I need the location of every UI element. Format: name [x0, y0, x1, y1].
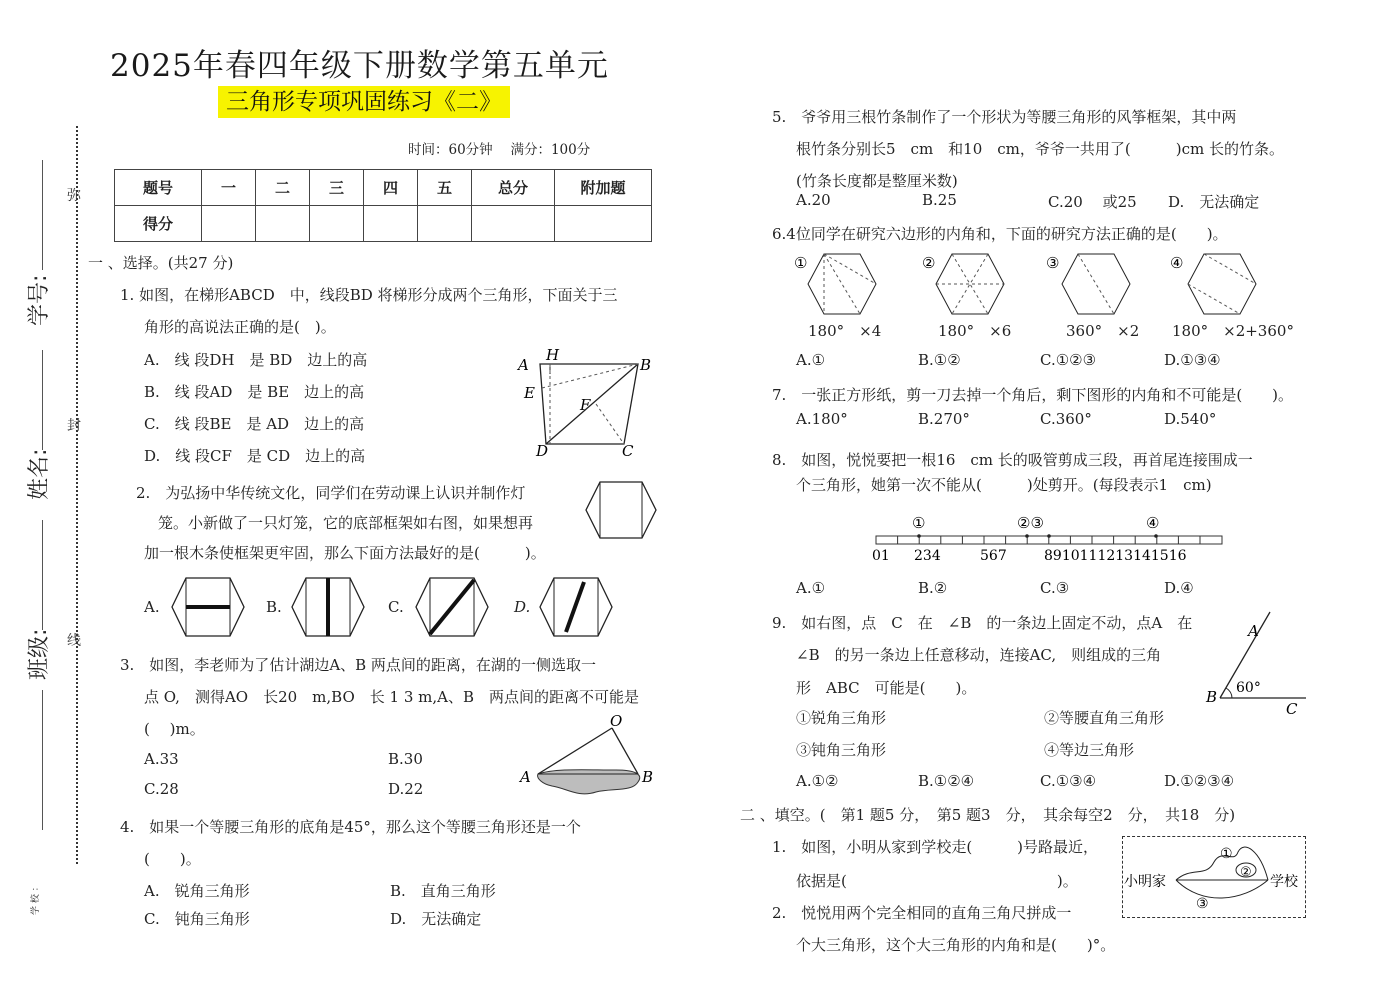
s2-q2-text: 2. 悦悦用两个完全相同的直角三角尺拼成一 [772, 904, 1072, 922]
label-B: B [1206, 688, 1218, 706]
school-label: 学校 [1270, 874, 1298, 890]
method-1-number: ① [794, 254, 808, 272]
s2-q1-text: 1. 如图，小明从家到学校走( )号路最近， [772, 838, 1099, 856]
q9-item: ③钝角三角形 [796, 741, 887, 759]
q2-text: 加一根木条使框架更牢固，那么下面方法最好的是( )。 [144, 544, 546, 562]
q2-option-label[interactable]: D. [514, 598, 531, 616]
section2-title: 二 、填空。( 第1 题5 分， 第5 题3 分， 其余每空2 分， 共18 分) [740, 806, 1236, 824]
binding-underline [42, 520, 43, 630]
score-header-cell: 附加题 [555, 170, 652, 206]
label-B: B [642, 768, 654, 786]
q9-option[interactable]: A.①② [796, 772, 839, 790]
ruler-numbers: 234 [914, 548, 941, 564]
q7-option[interactable]: B.270° [918, 410, 970, 428]
q7-option[interactable]: D.540° [1164, 410, 1217, 428]
binding-xian-label: 线 [67, 633, 81, 649]
q4-option[interactable]: B. 直角三角形 [390, 882, 496, 900]
q5-option[interactable]: D. 无法确定 [1168, 193, 1260, 211]
s2-q1-text: 依据是( )。 [796, 872, 1078, 890]
q2-option-d-figure[interactable] [538, 576, 614, 638]
trapezoid-figure [512, 344, 662, 460]
method-4-number: ④ [1170, 254, 1184, 272]
binding-underline [42, 690, 43, 830]
q6-option[interactable]: C.①②③ [1040, 351, 1097, 369]
q5-text: 根竹条分别长5 cm 和10 cm，爷爷一共用了( )cm 长的竹条。 [796, 140, 1284, 158]
q4-option[interactable]: D. 无法确定 [390, 910, 482, 928]
score-row-label: 得分 [115, 206, 202, 242]
score-cell[interactable] [472, 206, 555, 242]
q3-text: 3. 如图，李老师为了估计湖边A、B 两点间的距离，在湖的一侧选取一 [120, 656, 596, 674]
q8-option[interactable]: C.③ [1040, 579, 1070, 597]
q1-option[interactable]: A. 线 段DH 是 BD 边上的高 [144, 351, 368, 369]
route-1-label: ① [1220, 846, 1233, 862]
label-C: C [1286, 700, 1298, 718]
angle-value: 60° [1236, 680, 1261, 696]
label-E: E [524, 384, 535, 402]
score-header-cell: 二 [256, 170, 310, 206]
q3-text: 点 O, 测得AO 长20 m,BO 长 1 3 m,A、B 两点间的距离不可能是 [144, 688, 640, 706]
q2-text: 2. 为弘扬中华传统文化，同学们在劳动课上认识并制作灯 [136, 484, 526, 502]
route-figure [1122, 836, 1306, 918]
binding-mi-label: 弥 [67, 188, 81, 204]
q9-item: ②等腰直角三角形 [1044, 709, 1165, 727]
q5-text: 5. 爷爷用三根竹条制作了一个形状为等腰三角形的风筝框架，其中两 [772, 108, 1237, 126]
q3-option[interactable]: D.22 [388, 780, 424, 798]
q5-text: (竹条长度都是整厘米数) [796, 172, 958, 190]
binding-feng-label: 封 [67, 418, 81, 434]
q1-option[interactable]: D. 线 段CF 是 CD 边上的高 [144, 447, 366, 465]
q7-option[interactable]: C.360° [1040, 410, 1092, 428]
q2-option-c-figure[interactable] [414, 576, 490, 638]
cut-mark-4: ④ [1146, 514, 1160, 532]
q2-option-a-figure[interactable] [170, 576, 246, 638]
label-D: D [536, 442, 549, 460]
q9-option[interactable]: D.①②③④ [1164, 772, 1235, 790]
score-table-score-row [115, 206, 652, 242]
q6-option[interactable]: D.①③④ [1164, 351, 1221, 369]
student-name-label: 姓名: [27, 448, 52, 500]
q6-formula: 180° ×2+360° [1172, 322, 1294, 340]
method-3-number: ③ [1046, 254, 1060, 272]
score-cell[interactable] [256, 206, 310, 242]
q4-option[interactable]: C. 钝角三角形 [144, 910, 250, 928]
q6-option[interactable]: B.①② [918, 351, 961, 369]
q9-item: ①锐角三角形 [796, 709, 887, 727]
q6-option[interactable]: A.① [796, 351, 826, 369]
score-table-header-row [115, 170, 652, 206]
label-O: O [610, 712, 623, 730]
q4-text: 4. 如果一个等腰三角形的底角是45°，那么这个等腰三角形还是一个 [120, 818, 581, 836]
q3-option[interactable]: B.30 [388, 750, 423, 768]
q8-option[interactable]: D.④ [1164, 579, 1194, 597]
student-id-label: 学号: [27, 274, 52, 326]
q5-option[interactable]: B.25 [922, 191, 957, 209]
q8-option[interactable]: A.① [796, 579, 826, 597]
ruler-numbers: 8910111213141516 [1044, 548, 1187, 564]
q8-text: 8. 如图，悦悦要把一根16 cm 长的吸管剪成三段，再首尾连接围成一 [772, 451, 1253, 469]
q8-option[interactable]: B.② [918, 579, 948, 597]
q4-option[interactable]: A. 锐角三角形 [144, 882, 250, 900]
q7-option[interactable]: A.180° [796, 410, 848, 428]
q2-option-b-figure[interactable] [290, 576, 366, 638]
score-cell[interactable] [364, 206, 418, 242]
score-header-cell: 四 [364, 170, 418, 206]
q9-option[interactable]: B.①②④ [918, 772, 975, 790]
binding-underline [42, 350, 43, 450]
q6-text: 6.4位同学在研究六边形的内角和，下面的研究方法正确的是( )。 [772, 225, 1228, 243]
q3-text: ( )m。 [144, 720, 205, 738]
route-3-label: ③ [1196, 896, 1209, 912]
time-info: 时间：60分钟 满分：100分 [408, 142, 591, 158]
page-subtitle: 三角形专项巩固练习《二》 [218, 86, 510, 118]
cut-mark-1: ① [912, 514, 926, 532]
score-cell[interactable] [555, 206, 652, 242]
label-B: B [640, 356, 652, 374]
q8-text: 个三角形，她第一次不能从( )处剪开。(每段表示1 cm) [796, 476, 1212, 494]
q5-option[interactable]: A.20 [796, 191, 831, 209]
home-label: 小明家 [1124, 874, 1166, 890]
binding-dotted-line [76, 126, 78, 864]
q3-option[interactable]: C.28 [144, 780, 179, 798]
lantern-frame-figure [584, 480, 658, 540]
method-2-number: ② [922, 254, 936, 272]
ruler-numbers: 567 [980, 548, 1007, 564]
ruler-numbers: 01 [872, 548, 890, 564]
lake-figure [516, 712, 656, 802]
q6-formula: 180° ×6 [938, 322, 1012, 340]
q2-text: 笼。小新做了一只灯笼，它的底部框架如右图，如果想再 [158, 514, 534, 532]
q1-text: 1. 如图，在梯形ABCD 中，线段BD 将梯形分成两个三角形，下面关于三 [120, 286, 618, 304]
q1-option[interactable]: C. 线 段BE 是 AD 边上的高 [144, 415, 365, 433]
q3-option[interactable]: A.33 [144, 750, 179, 768]
score-header-cell: 三 [310, 170, 364, 206]
q4-text: ( )。 [144, 850, 201, 868]
q9-text: 形 ABC 可能是( )。 [796, 679, 977, 697]
q6-formula: 180° ×4 [808, 322, 882, 340]
cut-mark-2-3: ②③ [1017, 514, 1044, 532]
q1-option[interactable]: B. 线 段AD 是 BE 边上的高 [144, 383, 365, 401]
score-cell[interactable] [418, 206, 472, 242]
q7-text: 7. 一张正方形纸，剪一刀去掉一个角后，剩下图形的内角和不可能是( )。 [772, 386, 1294, 404]
q9-text: ∠B 的另一条边上任意移动，连接AC, 则组成的三角 [796, 646, 1162, 664]
q9-item: ④等边三角形 [1044, 741, 1135, 759]
score-header-cell: 一 [202, 170, 256, 206]
s2-q2-text: 个大三角形，这个大三角形的内角和是( )°。 [796, 936, 1116, 954]
score-header-cell: 题号 [115, 170, 202, 206]
score-table [114, 169, 652, 242]
score-header-cell: 总分 [472, 170, 555, 206]
label-A: A [518, 356, 529, 374]
score-cell[interactable] [202, 206, 256, 242]
straw-ruler-figure [872, 512, 1232, 566]
q9-text: 9. 如右图，点 C 在 ∠B 的一条边上固定不动，点A 在 [772, 614, 1193, 632]
label-F: F [580, 396, 591, 414]
page-title: 2025年春四年级下册数学第五单元 [110, 48, 609, 84]
section1-title: 一 、选择。(共27 分) [88, 254, 234, 272]
label-C: C [622, 442, 634, 460]
q1-text: 角形的高说法正确的是( )。 [144, 318, 336, 336]
label-H: H [546, 346, 560, 364]
hexagon-methods-figure [794, 252, 1294, 316]
q5-option[interactable]: C.20 或25 [1048, 193, 1137, 211]
binding-underline [42, 160, 43, 270]
q2-option-label[interactable]: B. [266, 598, 282, 616]
q2-option-label[interactable]: A. [144, 598, 160, 616]
route-2-label: ② [1240, 865, 1252, 880]
q9-option[interactable]: C.①③④ [1040, 772, 1097, 790]
score-cell[interactable] [310, 206, 364, 242]
q2-option-label[interactable]: C. [388, 598, 404, 616]
q6-formula: 360° ×2 [1066, 322, 1140, 340]
label-A: A [520, 768, 531, 786]
angle-b-figure [1206, 610, 1316, 720]
class-label: 班级: [27, 628, 52, 680]
score-header-cell: 五 [418, 170, 472, 206]
label-A: A [1248, 622, 1259, 640]
school-label: 学 校 ： [31, 882, 41, 915]
